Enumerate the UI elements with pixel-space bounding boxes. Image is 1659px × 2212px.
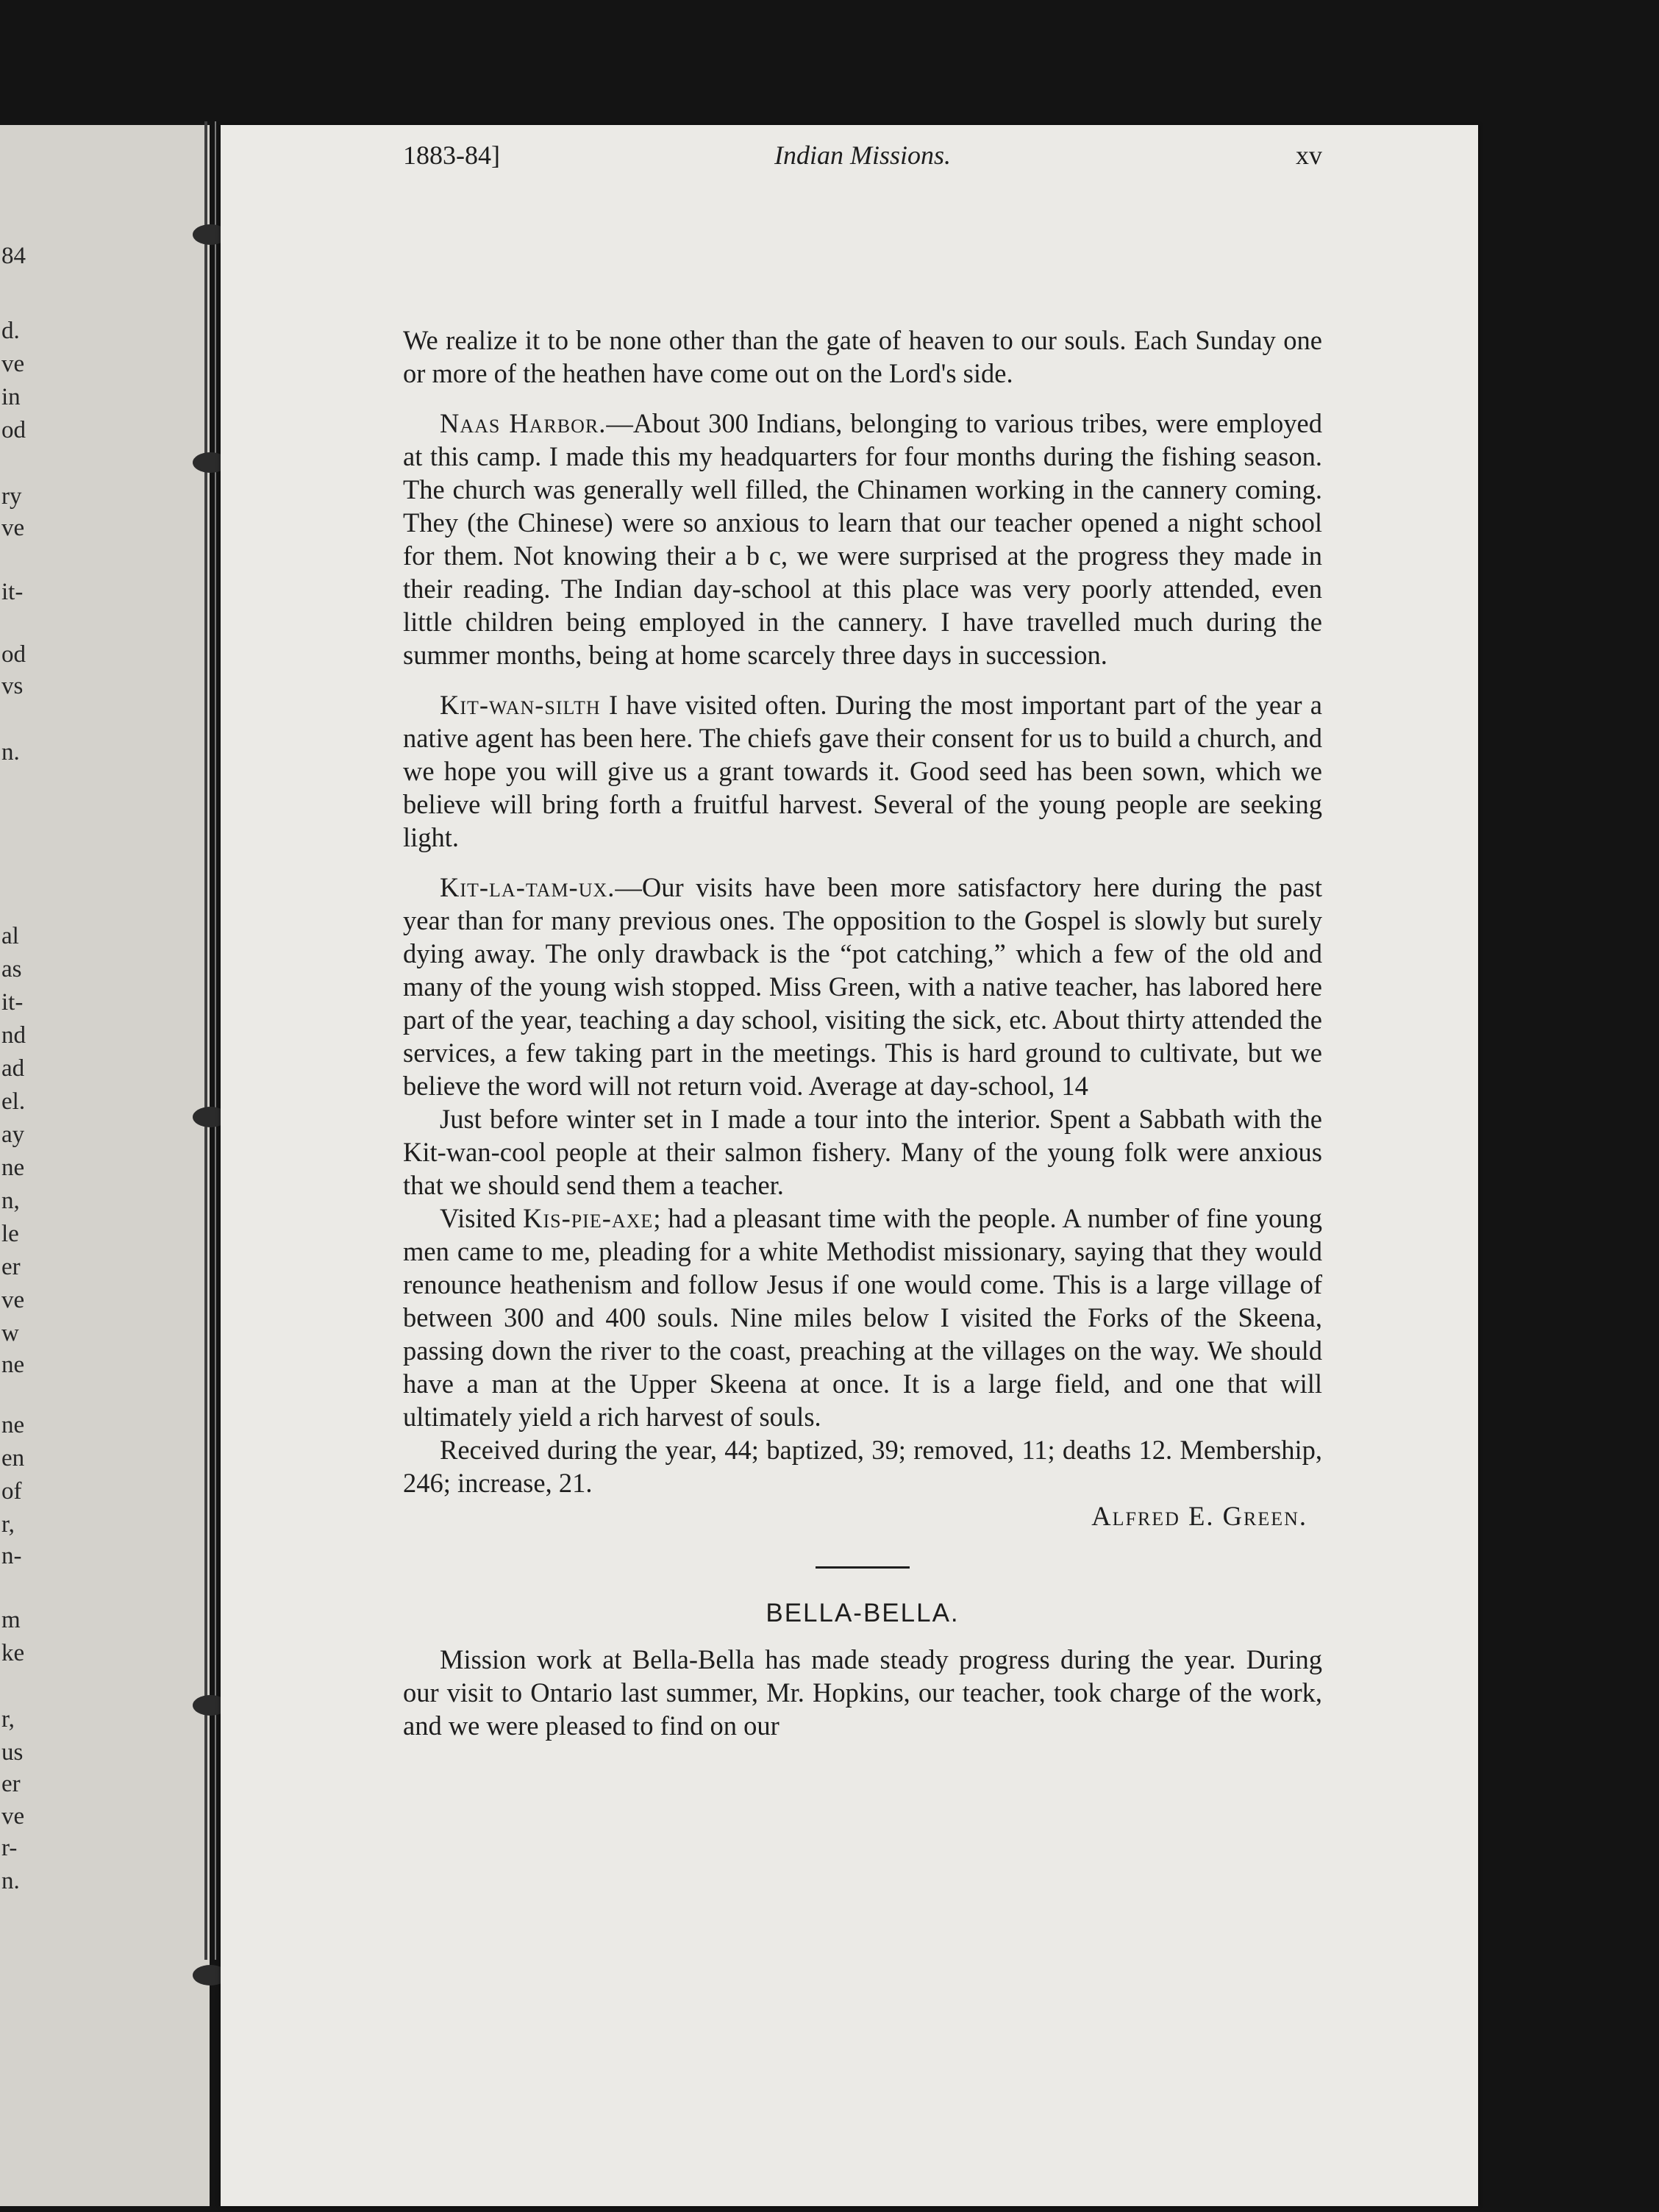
margin-fragment: of	[1, 1478, 22, 1505]
margin-fragment: in	[1, 384, 21, 410]
paragraph	[403, 1102, 1322, 1202]
paragraph-naas-harbor	[403, 407, 1322, 671]
paragraph-text: —About 300 Indians, belonging to various tribes, were employed at this camp. I made this my headquarters for four months during the fishing season. The church was generally well filled, the Chinamen working in the cannery coming. They (the Chinese) were so anxious to learn that our teacher opened a night school for them. Not knowing their a b c, we were surprised at the progress they made in their reading. The Indian day-school at this place was very poorly attended, even little children being employed in the cannery. I have travelled much during the summer months, being at home scarcely three days in succession.	[403, 408, 1322, 670]
margin-fragment: ay	[1, 1121, 25, 1148]
margin-fragment: ad	[1, 1055, 25, 1082]
margin-fragment: vs	[1, 673, 24, 699]
paragraph-text: ; had a pleasant time with the people. A number of fine young men came to me, pleading for a white Methodist missionary, saying that they would renounce heathenism and follow Jesus if one would come. This is a large village of between 300 and 400 souls. Nine miles below I visited the Forks of the Skeena, passing down the river to the coast, preaching at the villages on the way. We should have a man at the Upper Skeena at once. It is a large field, and one that will ultimately yield a rich harvest of souls.	[403, 1203, 1322, 1432]
margin-fragment: ke	[1, 1640, 25, 1666]
margin-fragment: n,	[1, 1188, 20, 1214]
margin-fragment: er	[1, 1771, 21, 1797]
margin-fragment: ry	[1, 483, 22, 510]
margin-fragment: 84	[1, 243, 26, 269]
paragraph-text: Mission work at Bella-Bella has made steady progress during the year. During our visit to Ontario last summer, Mr. Hopkins, our teacher, took charge of the work, and we were pleased to find on our	[403, 1644, 1322, 1741]
margin-fragment: n-	[1, 1543, 22, 1569]
place-name: Kit-wan-silth	[440, 690, 601, 720]
left-margin-fragments	[0, 125, 66, 2206]
paragraph-statistics	[403, 1433, 1322, 1499]
margin-fragment: ne	[1, 1412, 25, 1438]
paragraph-kis-pie-axe	[403, 1202, 1322, 1433]
book-spine-line	[204, 121, 207, 1960]
margin-fragment: od	[1, 417, 26, 443]
place-name: Naas Harbor.	[440, 408, 607, 438]
margin-fragment: en	[1, 1445, 25, 1471]
margin-fragment: er	[1, 1254, 21, 1280]
margin-fragment: as	[1, 956, 22, 982]
margin-fragment: d.	[1, 318, 20, 344]
signature: Alfred E. Green.	[1091, 1501, 1307, 1531]
header-title: Indian Missions.	[774, 140, 951, 170]
paragraph-text: I have visited often. During the most important part of the year a native agent has been here. The chiefs gave their consent for us to build a church, and we hope you will give us a grant towards it. Good seed has been sown, which we believe will bring forth a fruitful harvest. Several of the young people are seeking light.	[403, 690, 1323, 852]
margin-fragment: nd	[1, 1022, 26, 1049]
place-name: Kit-la-tam-ux.	[440, 872, 616, 902]
paragraph-kit-wan-silth	[403, 688, 1322, 854]
book-spine-line-secondary	[215, 121, 216, 1960]
paragraph	[403, 1643, 1322, 1742]
paragraph-text: Just before winter set in I made a tour into the interior. Spent a Sabbath with the Kit-wan-cool people at their salmon fishery. Many of the young folk were anxious that we should send them a teacher.	[403, 1104, 1322, 1200]
margin-fragment: al	[1, 923, 19, 949]
margin-fragment: ne	[1, 1352, 25, 1378]
margin-fragment: r,	[1, 1511, 15, 1538]
margin-fragment: m	[1, 1607, 21, 1633]
margin-fragment: w	[1, 1320, 19, 1346]
paragraph-text: —Our visits have been more satisfactory here during the past year than for many previous ones. The opposition to the Gospel is slowly but surely dying away. The only drawback is the “pot catching,” which a few of the old and many of the young wish stopped. Miss Green, with a native teacher, has labored here part of the year, teaching a day school, visiting the sick, etc. About thirty attended the services, a few taking part in the meetings. This is hard ground to cultivate, but we believe the word will not return void. Average at day-school, 14	[403, 872, 1322, 1101]
section-heading: BELLA-BELLA.	[766, 1599, 960, 1627]
place-name: Kis-pie-axe	[523, 1203, 654, 1233]
margin-fragment: us	[1, 1739, 24, 1766]
margin-fragment: it-	[1, 579, 24, 605]
paragraph	[403, 324, 1322, 390]
page-number: xv	[1296, 140, 1322, 170]
margin-fragment: r-	[1, 1835, 18, 1861]
header-year-range: 1883-84]	[403, 140, 500, 170]
paragraph-kit-la-tam-ux	[403, 871, 1322, 1102]
margin-fragment: od	[1, 641, 26, 668]
margin-fragment: n.	[1, 1868, 20, 1894]
left-facing-page	[0, 125, 210, 2206]
paragraph-text: We realize it to be none other than the gate of heaven to our souls. Each Sunday one or more of the heathen have come out on the Lord's side.	[403, 325, 1322, 388]
section-divider	[816, 1566, 910, 1569]
paragraph-text: Received during the year, 44; baptized, 39; removed, 11; deaths 12. Membership, 246; increase, 21.	[403, 1435, 1322, 1498]
margin-fragment: ve	[1, 1287, 25, 1313]
margin-fragment: el.	[1, 1088, 26, 1115]
margin-fragment: ve	[1, 515, 25, 541]
margin-fragment: ve	[1, 351, 25, 377]
article-body	[403, 324, 1322, 1742]
margin-fragment: ne	[1, 1155, 25, 1181]
margin-fragment: n.	[1, 739, 20, 766]
paragraph-text: Visited	[440, 1203, 524, 1233]
margin-fragment: ve	[1, 1803, 25, 1830]
margin-fragment: r,	[1, 1706, 15, 1733]
running-header	[403, 132, 1322, 174]
margin-fragment: it-	[1, 989, 24, 1016]
margin-fragment: le	[1, 1221, 19, 1247]
